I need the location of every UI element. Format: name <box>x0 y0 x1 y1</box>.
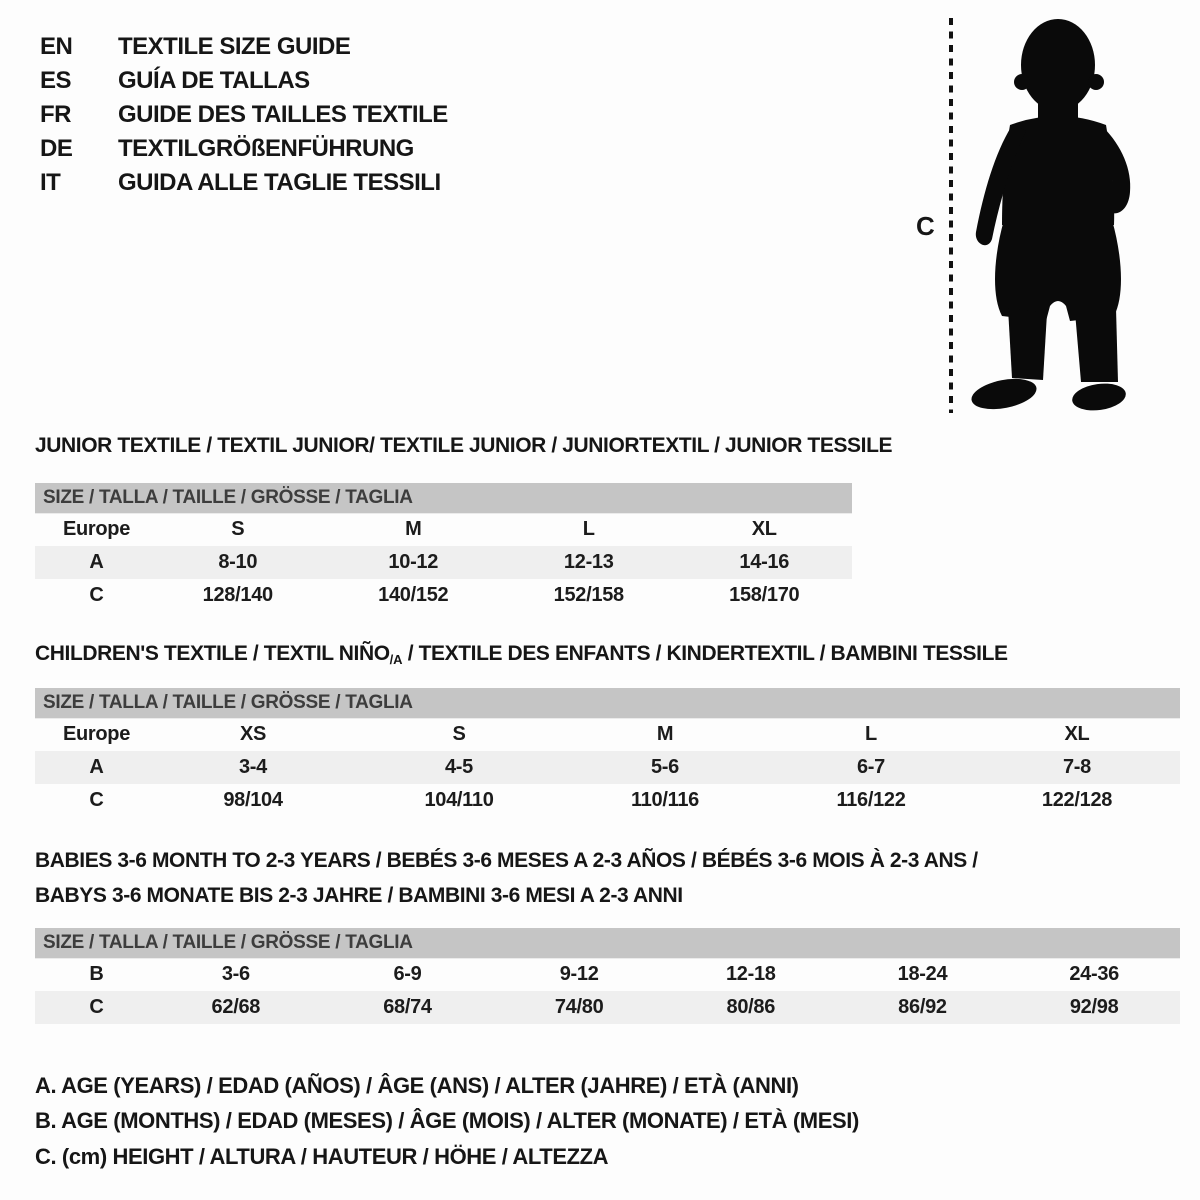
size-value-cell: 9-12 <box>559 963 599 986</box>
size-value-cell: 10-12 <box>326 546 502 579</box>
row-label: C <box>89 584 104 606</box>
table-row <box>35 784 1180 817</box>
size-value-cell: L <box>865 723 877 746</box>
language-row <box>40 98 448 132</box>
language-code: IT <box>40 169 61 196</box>
legend-text: A. AGE (YEARS) / EDAD (AÑOS) / ÂGE (ANS) / ALTER (JAHRE) / ETÀ (ANNI) <box>35 1072 799 1098</box>
size-header-row <box>35 688 1180 718</box>
size-value-cell: 6-7 <box>768 751 974 784</box>
babies-size-table <box>35 928 1180 1024</box>
size-value-cell: XS <box>239 723 267 746</box>
row-label: B <box>89 963 104 986</box>
size-value-cell: 74/80 <box>493 991 665 1024</box>
section-title-line <box>35 878 978 913</box>
section-title-text: / TEXTILE DES ENFANTS / KINDERTEXTIL / BAMBINI TESSILE <box>402 642 1008 665</box>
row-label: Europe <box>62 518 131 541</box>
section-title-text: BABIES 3-6 MONTH TO 2-3 YEARS / BEBÉS 3-6 MESES A 2-3 AÑOS / BÉBÉS 3-6 MOIS À 2-3 ANS / <box>35 849 978 872</box>
legend-line <box>35 1104 859 1140</box>
size-value-cell: 122/128 <box>1041 789 1113 811</box>
size-value-cell: 7-8 <box>974 751 1180 784</box>
size-value-cell: 24-36 <box>1069 963 1119 986</box>
legend-text: B. AGE (MONTHS) / EDAD (MESES) / ÂGE (MOIS) / ALTER (MONATE) / ETÀ (MESI) <box>35 1108 859 1134</box>
size-value-cell: 3-4 <box>150 751 356 784</box>
row-label: A <box>35 751 150 784</box>
size-value-cell: 152/158 <box>553 584 624 606</box>
size-value-cell: 140/152 <box>378 584 449 606</box>
legend-line <box>35 1068 859 1104</box>
size-value-cell: M <box>656 723 674 746</box>
size-value-cell: 68/74 <box>322 991 494 1024</box>
size-value-cell: 110/116 <box>631 789 699 811</box>
row-label: A <box>35 546 150 579</box>
size-value-cell: 128/140 <box>202 584 273 606</box>
size-value-cell: 92/98 <box>1008 991 1180 1024</box>
row-label: C <box>89 789 104 811</box>
size-value-cell: 4-5 <box>356 751 562 784</box>
row-label: Europe <box>62 723 131 746</box>
language-code: FR <box>40 101 71 128</box>
language-code: EN <box>40 33 73 60</box>
legend-text: C. (cm) HEIGHT / ALTURA / HAUTEUR / HÖHE / ALTEZZA <box>35 1143 609 1169</box>
babies-section-title <box>35 843 978 913</box>
size-value-cell: S <box>231 518 245 541</box>
size-value-cell: 14-16 <box>677 546 853 579</box>
language-list <box>40 30 448 200</box>
size-value-cell: 86/92 <box>837 991 1009 1024</box>
height-measure-label: C <box>916 211 935 241</box>
size-value-cell: 98/104 <box>223 789 283 811</box>
size-value-cell: M <box>405 518 422 541</box>
size-value-cell: 3-6 <box>221 963 250 986</box>
table-row <box>35 718 1180 751</box>
section-title-text: JUNIOR TEXTILE / TEXTIL JUNIOR/ TEXTILE JUNIOR / JUNIORTEXTIL / JUNIOR TESSILE <box>35 434 893 457</box>
language-label: GUÍA DE TALLAS <box>118 67 310 94</box>
section-title-text: CHILDREN'S TEXTILE / TEXTIL NIÑO <box>35 642 390 665</box>
size-value-cell: 8-10 <box>150 546 326 579</box>
language-label: TEXTILGRÖßENFÜHRUNG <box>118 135 414 162</box>
size-value-cell: 12-13 <box>501 546 677 579</box>
children-section-title <box>35 642 1008 667</box>
junior-section-title <box>35 434 892 458</box>
height-figure <box>900 10 1150 420</box>
size-value-cell: 80/86 <box>665 991 837 1024</box>
language-code: DE <box>40 135 73 162</box>
size-value-cell: XL <box>751 518 777 541</box>
table-row <box>35 751 1180 784</box>
size-value-cell: 158/170 <box>729 584 800 606</box>
size-value-cell: L <box>582 518 595 541</box>
measurement-legend <box>35 1068 859 1175</box>
size-header-label: SIZE / TALLA / TAILLE / GRÖSSE / TAGLIA <box>35 483 852 513</box>
size-value-cell: 62/68 <box>150 991 322 1024</box>
table-row <box>35 579 852 612</box>
children-size-table <box>35 688 1180 817</box>
size-header-label: SIZE / TALLA / TAILLE / GRÖSSE / TAGLIA <box>35 688 1180 718</box>
legend-line <box>35 1139 859 1175</box>
size-header-label: SIZE / TALLA / TAILLE / GRÖSSE / TAGLIA <box>35 928 1180 958</box>
language-row <box>40 30 448 64</box>
size-header-row <box>35 483 852 513</box>
language-label: TEXTILE SIZE GUIDE <box>118 33 351 60</box>
table-row <box>35 958 1180 991</box>
size-value-cell: 5-6 <box>562 751 768 784</box>
language-row <box>40 166 448 200</box>
section-title-text: /A <box>389 652 403 667</box>
size-value-cell: S <box>452 723 466 746</box>
size-value-cell: 116/122 <box>836 789 906 811</box>
table-row <box>35 513 852 546</box>
language-label: GUIDE DES TAILLES TEXTILE <box>118 101 448 128</box>
junior-size-table <box>35 483 852 612</box>
table-row <box>35 991 1180 1024</box>
section-title-text: BABYS 3-6 MONATE BIS 2-3 JAHRE / BAMBINI 3-6 MESI A 2-3 ANNI <box>35 884 683 907</box>
language-row <box>40 132 448 166</box>
language-row <box>40 64 448 98</box>
language-label: GUIDA ALLE TAGLIE TESSILI <box>118 169 441 196</box>
size-value-cell: 104/110 <box>424 789 494 811</box>
size-value-cell: 6-9 <box>393 963 422 986</box>
table-row <box>35 546 852 579</box>
size-header-row <box>35 928 1180 958</box>
size-value-cell: 18-24 <box>897 963 948 986</box>
size-value-cell: XL <box>1064 723 1090 746</box>
row-label: C <box>35 991 150 1024</box>
language-code: ES <box>40 67 72 94</box>
section-title-line <box>35 843 978 878</box>
size-value-cell: 12-18 <box>725 963 776 986</box>
baby-silhouette-icon <box>969 19 1130 414</box>
